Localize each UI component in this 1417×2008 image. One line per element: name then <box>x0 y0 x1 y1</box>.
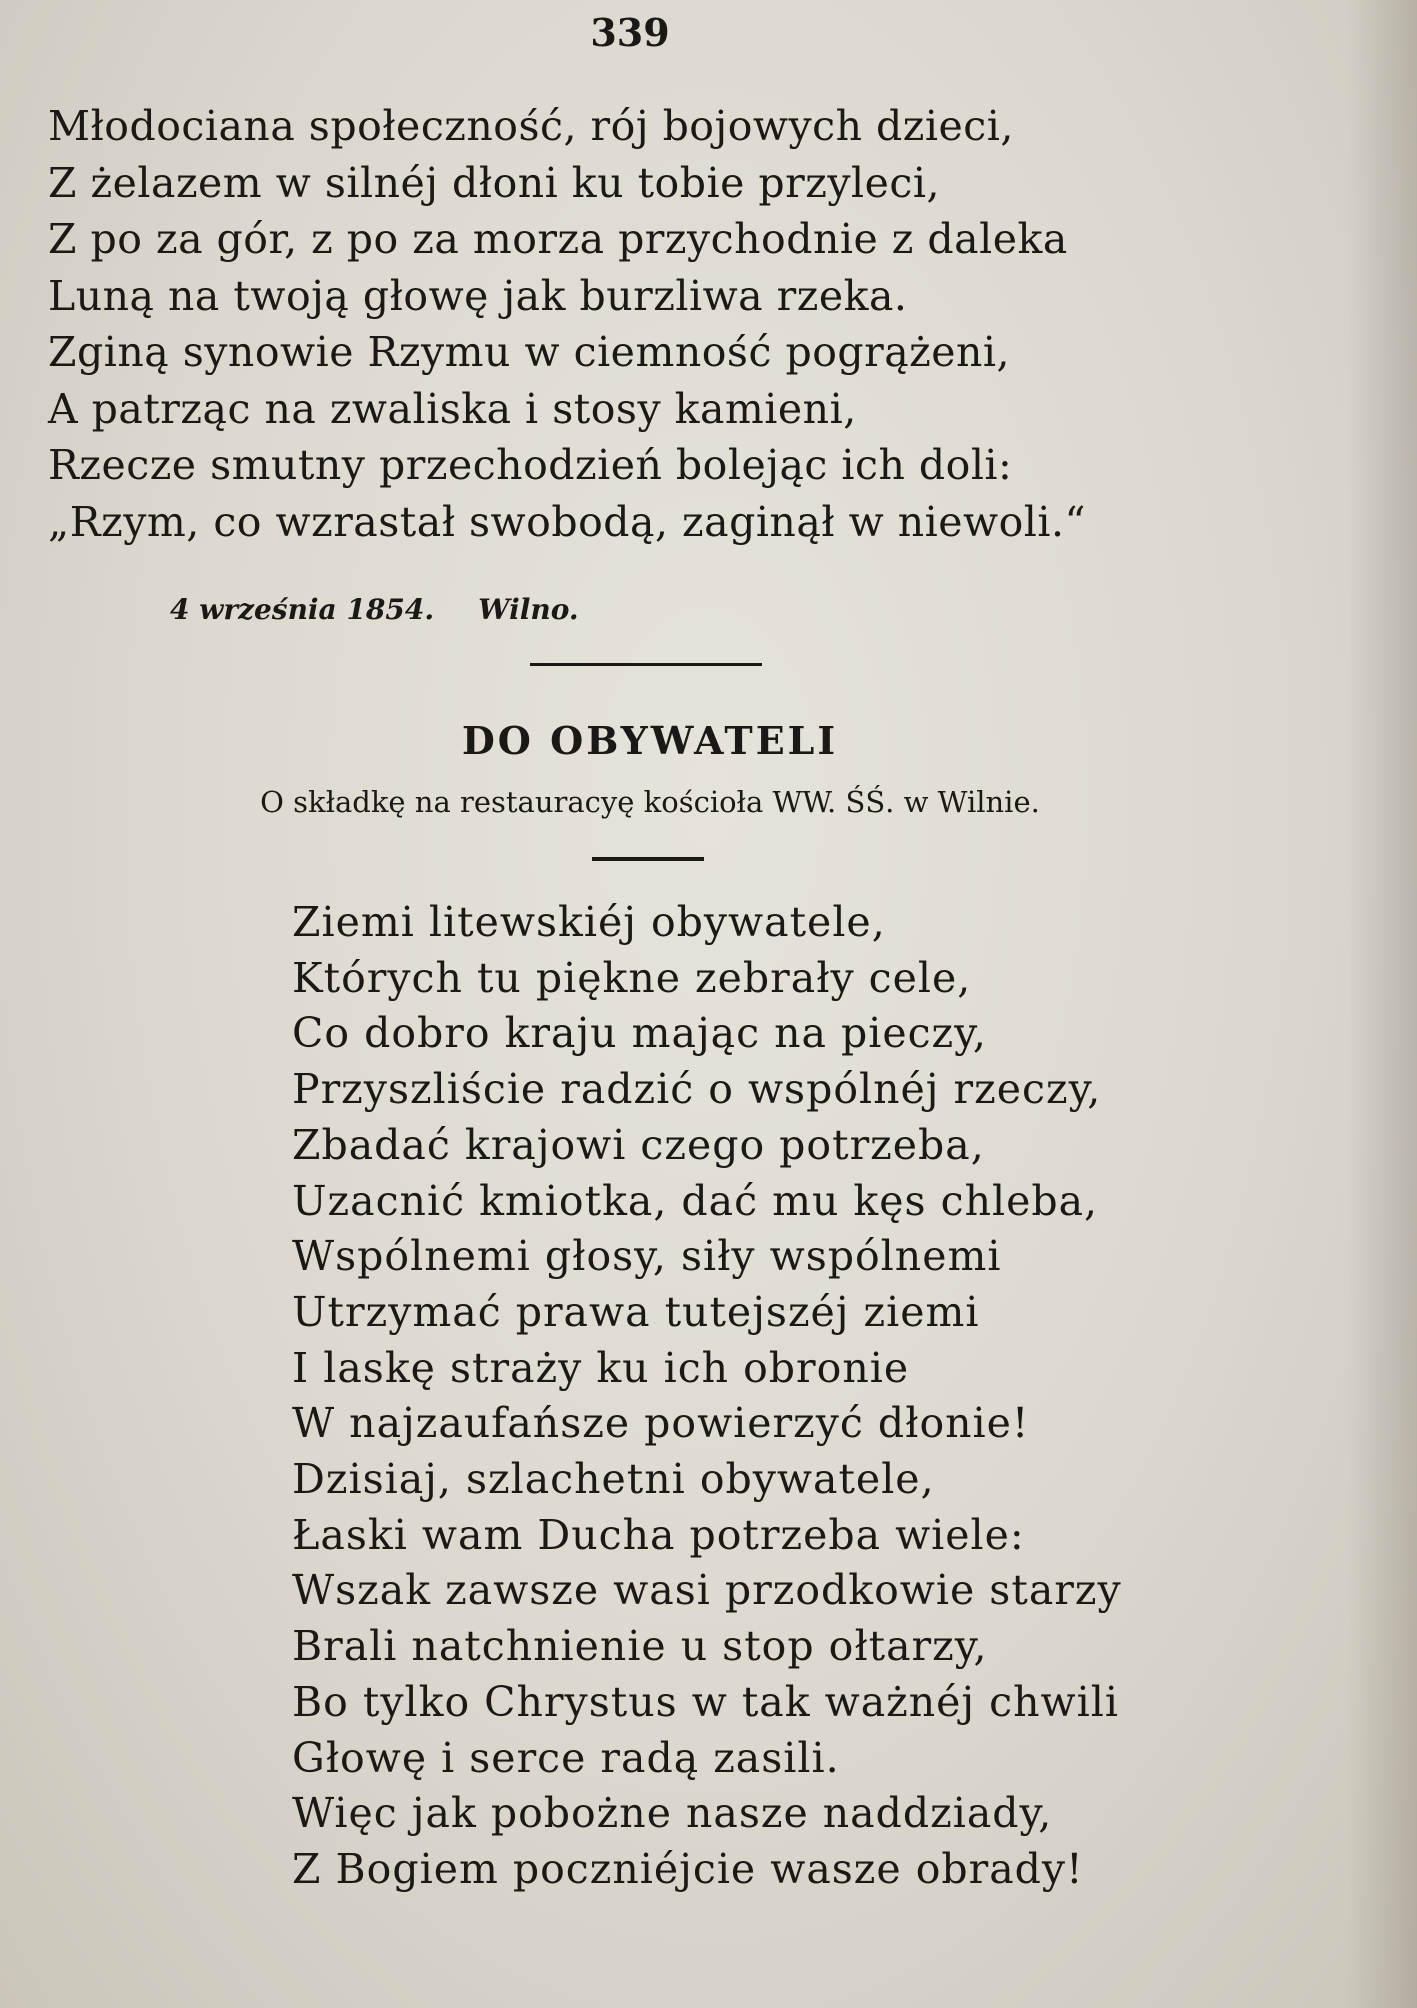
verse-line: Dzisiaj, szlachetni obywatele, <box>292 1455 935 1504</box>
verse-line: Zginą synowie Rzymu w ciemność pogrążeni, <box>48 328 1011 376</box>
verse-line: I laskę straży ku ich obronie <box>292 1343 910 1392</box>
verse-line: Z po za gór, z po za morza przychodnie z daleka <box>48 215 1068 263</box>
verse-line: Zbadać krajowi czego potrzeba, <box>292 1120 985 1169</box>
section-divider <box>530 663 762 666</box>
dateline-date: 4 września 1854. <box>170 593 435 626</box>
verse-line: Których tu piękne zebrały cele, <box>292 953 972 1002</box>
poem-dateline <box>170 590 579 630</box>
poem-subtitle: O składkę na restauracyę kościoła WW. ŚŚ. w Wilnie. <box>260 785 1040 819</box>
verse-line: Z Bogiem poczniéjcie wasze obrady! <box>292 1844 1084 1893</box>
verse-line: Więc jak pobożne nasze naddziady, <box>292 1789 1053 1838</box>
verse-line: Uzacnić kmiotka, dać mu kęs chleba, <box>292 1176 1099 1225</box>
page-number: 339 <box>590 10 670 55</box>
verse-line: Głowę i serce radą zasili. <box>292 1733 840 1782</box>
poem-body <box>292 895 1122 1898</box>
title-divider <box>592 857 704 861</box>
verse-line: Przyszliście radzić o wspólnéj rzeczy, <box>292 1065 1102 1114</box>
verse-line: Ziemi litewskiéj obywatele, <box>292 898 886 946</box>
verse-line: W najzaufańsze powierzyć dłonie! <box>292 1399 1030 1448</box>
verse-line: Łaski wam Ducha potrzeba wiele: <box>292 1510 1025 1559</box>
verse-line: „Rzym, co wzrastał swobodą, zaginął w niewoli.“ <box>48 497 1087 546</box>
page-edge-shadow <box>1347 0 1417 2008</box>
dateline-place: Wilno. <box>478 593 579 626</box>
verse-line: Rzecze smutny przechodzień bolejąc ich doli: <box>48 441 1013 489</box>
verse-line: Utrzymać prawa tutejszéj ziemi <box>292 1287 980 1336</box>
verse-line: Co dobro kraju mając na pieczy, <box>292 1009 987 1058</box>
verse-line: Bo tylko Chrystus w tak ważnéj chwili <box>292 1677 1119 1726</box>
verse-line: Wszak zawsze wasi przodkowie starzy <box>292 1566 1122 1615</box>
verse-line: Brali natchnienie u stop ołtarzy, <box>292 1622 988 1671</box>
verse-line: Wspólnemi głosy, siły wspólnemi <box>292 1232 1002 1281</box>
verse-line: A patrząc na zwaliska i stosy kamieni, <box>48 384 857 433</box>
closing-stanza <box>48 98 1086 550</box>
verse-line: Luną na twoją głowę jak burzliwa rzeka. <box>48 271 908 320</box>
verse-line: Z żelazem w silnéj dłoni ku tobie przyleci, <box>48 158 940 207</box>
poem-title: DO OBYWATELI <box>461 718 839 763</box>
verse-line: Młodociana społeczność, rój bojowych dzieci, <box>48 102 1014 150</box>
